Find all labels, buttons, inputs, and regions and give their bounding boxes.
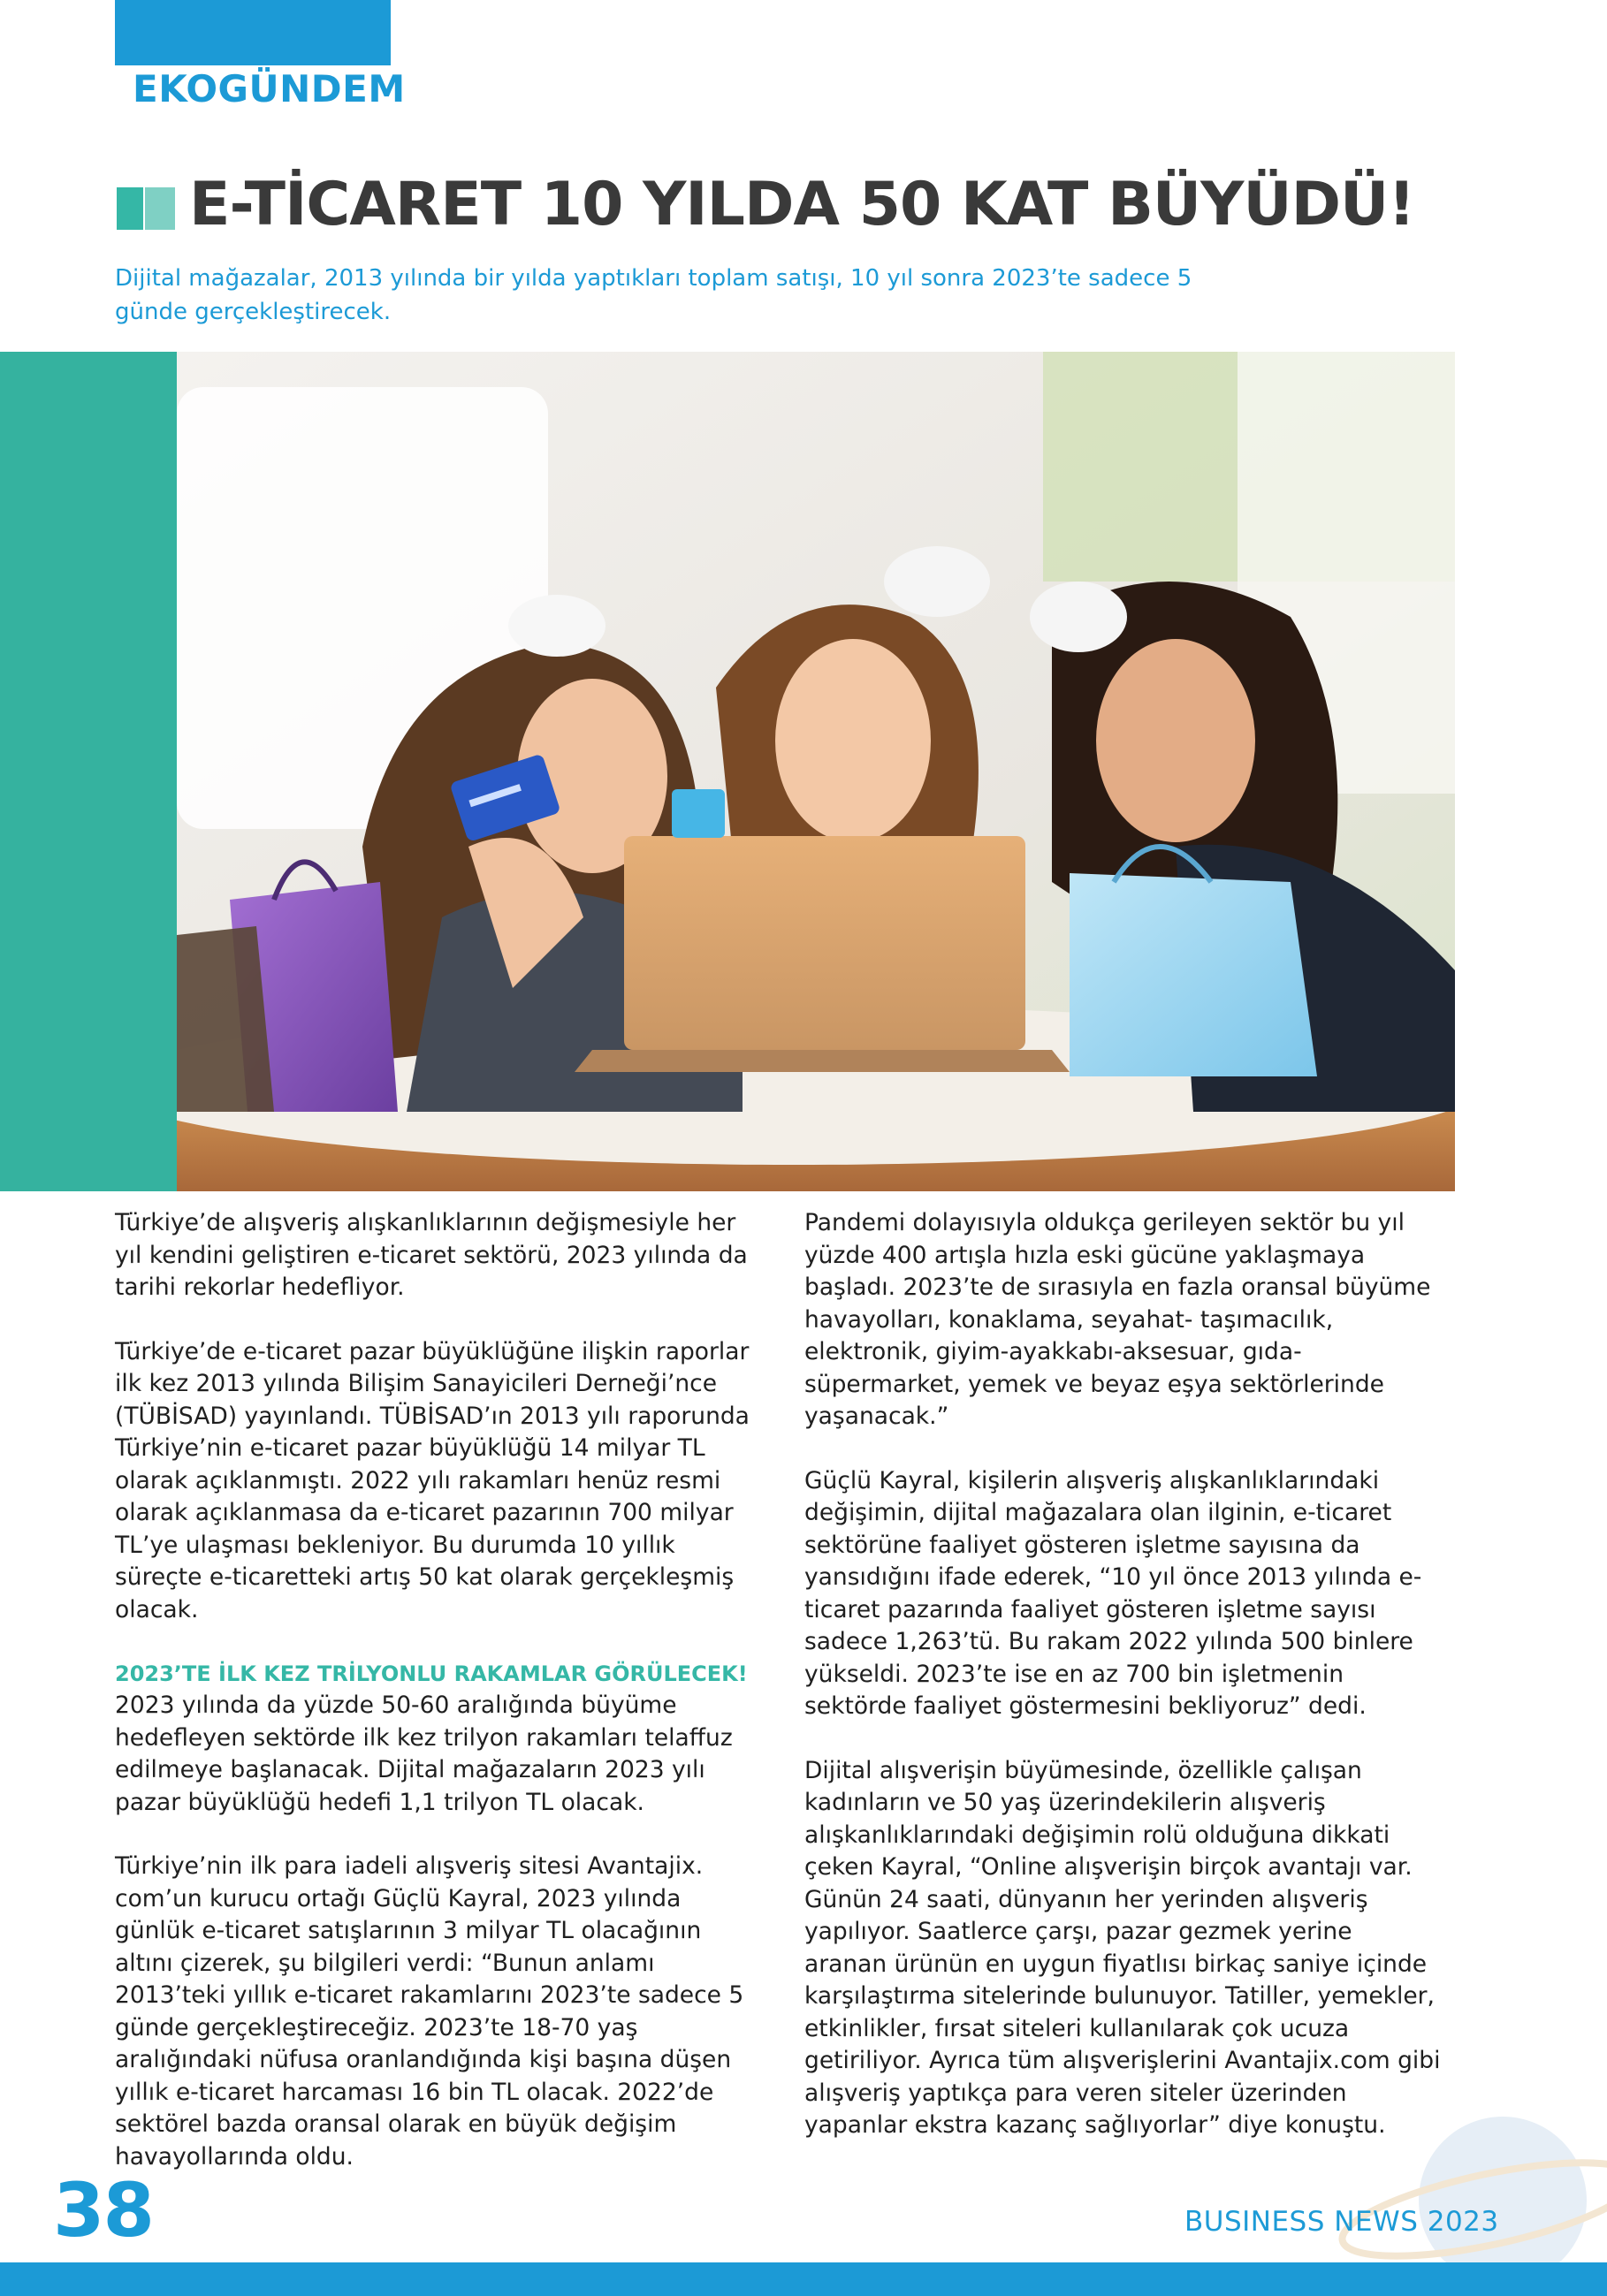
paragraph: Türkiye’de alışveriş alışkanlıklarının değişmesiyle her yıl kendini geliştiren e-ticaret sektörü, 2023 yılında da tarihi rekorlar hedefliyor.: [115, 1209, 748, 1301]
paragraph: Pandemi dolayısıyla oldukça gerileyen sektör bu yıl yüzde 400 artışla hızla eski gücüne yaklaşmaya başladı. 2023’te de sırasıyla en fazla oransal büyüme havayolları, konaklama, seyahat- taşımacılık, elektronik, giyim-ayakkabı-aksesuar, gıda-süpermarket, yemek ve beyaz eşya sektörlerinde yaşanacak.”: [804, 1209, 1431, 1430]
article-photo: [177, 352, 1455, 1191]
header-accent-bar: [115, 0, 391, 65]
paragraph: Güçlü Kayral, kişilerin alışveriş alışkanlıklarındaki değişimin, dijital mağazalara olan ilginin, e-ticaret sektörüne faaliyet gösteren işletme sayısına da yansıdığını ifade ederek, “10 yıl önce 2013 yılında e-ticaret pazarında faaliyet gösteren işletme sayısı sadece 1,263’tü. Bu rakam 2022 yılında 500 binlere yükseldi. 2023’te ise en az 700 bin işletmenin sektörde faaliyet göstermesini bekliyoruz” dedi.: [804, 1466, 1422, 1720]
planet-decoration-icon: [1326, 2077, 1607, 2280]
section-label: EKOGÜNDEM: [133, 67, 406, 110]
paragraph: Türkiye’nin ilk para iadeli alışveriş sitesi Avantajix. com’un kurucu ortağı Güçlü Kayral, 2023 yılında günlük e-ticaret satışlarının 3 milyar TL olacağının altını çizerek, şu bilgileri verdi: “Bunun anlamı 2013’teki yıllık e-ticaret rakamlarını 2023’te sadece 5 günde gerçekleştireceğiz. 2023’te 18-70 yaş aralığındaki nüfusa oranlandığında kişi başına düşen yıllık e-ticaret harcaması 16 bin TL olacak. 2022’de sektörel bazda oransal olarak en büyük değişim havayollarında oldu.: [115, 1852, 744, 2171]
teal-side-strip: [0, 352, 177, 1191]
publication-title: BUSINESS NEWS 2023: [1184, 2206, 1499, 2238]
article-column-left: [115, 1207, 751, 2205]
article-column-right: [804, 1207, 1441, 2174]
paragraph: Türkiye’de e-ticaret pazar büyüklüğüne ilişkin raporlar ilk kez 2013 yılında Bilişim Sanayicileri Derneği’nce (TÜBİSAD) yayınlandı. TÜBİSAD’ın 2013 yılı raporunda Türkiye’nin e-ticaret pazar büyüklüğü 14 milyar TL olarak açıklanmıştı. 2022 yılı rakamları henüz resmi olarak açıklanmasa da e-ticaret pazarının 700 milyar TL’ye ulaşması bekleniyor. Bu durumda 10 yıllık süreçte e-ticaretteki artış 50 kat olarak gerçekleşmiş olacak.: [115, 1337, 750, 1623]
page-number: 38: [53, 2167, 153, 2254]
article-subtitle: Dijital mağazalar, 2013 yılında bir yılda yaptıkları toplam satışı, 10 yıl sonra 2023’te sadece 5 günde gerçekleştirecek.: [115, 265, 1192, 325]
article-title: E-TİCARET 10 YILDA 50 KAT BÜYÜDÜ!: [189, 170, 1415, 239]
title-marker: [117, 187, 175, 230]
paragraph: Dijital alışverişin büyümesinde, özellikle çalışan kadınların ve 50 yaş üzerindekilerin alışveriş alışkanlıklarındaki değişimin rolü olduğuna dikkati çeken Kayral, “Online alışverişin birçok avantajı var. Günün 24 saati, dünyanın her yerinden alışveriş yapılıyor. Saatlerce çarşı, pazar gezmek yerine aranan ürünün en uygun fiyatlısı birkaç saniye içinde karşılaştırma sitelerinde bulunuyor. Tatiller, yemekler, etkinlikler, fırsat siteleri kullanılarak çok ucuza getiriliyor. Ayrıca tüm alışverişlerini Avantajix.com gibi alışveriş yaptıkça para veren siteler üzerinden yapanlar ekstra kazanç sağlıyorlar” diye konuştu.: [804, 1756, 1441, 2139]
footer-bar: [0, 2262, 1607, 2296]
paragraph: 2023 yılında da yüzde 50-60 aralığında büyüme hedefleyen sektörde ilk kez trilyon rakamları telaffuz edilmeye başlanacak. Dijital mağazaların 2023 yılı pazar büyüklüğü hedefi 1,1 trilyon TL olacak.: [115, 1692, 733, 1816]
article-subheading: 2023’TE İLK KEZ TRİLYONLU RAKAMLAR GÖRÜLECEK!: [115, 1661, 748, 1686]
